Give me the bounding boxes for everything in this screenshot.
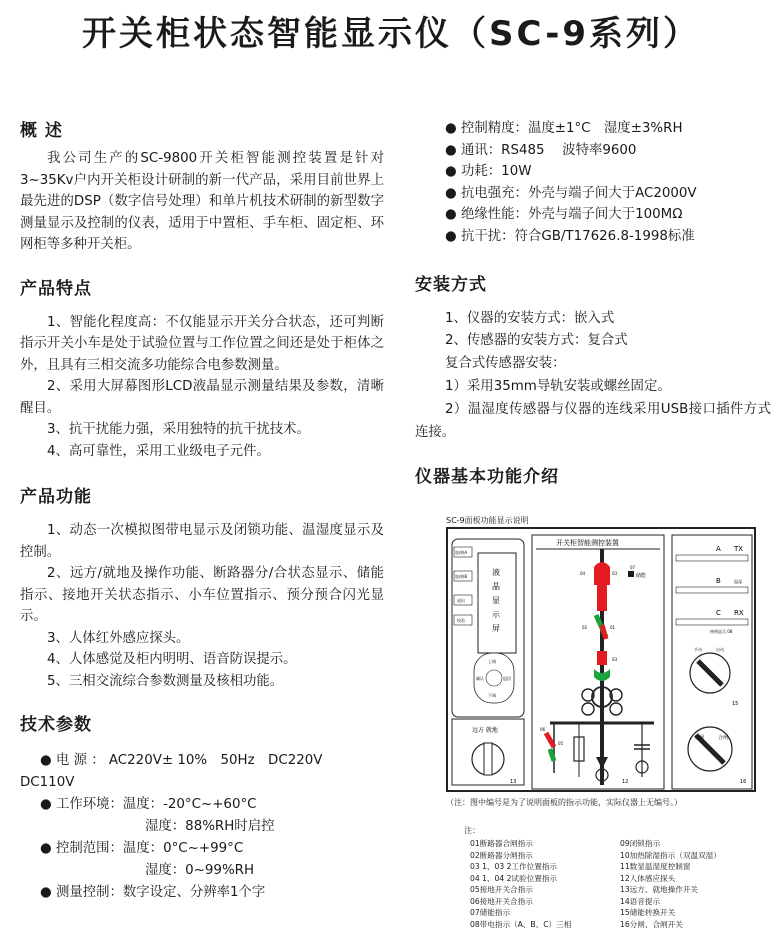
storage-indicator bbox=[628, 571, 634, 577]
close-label: 合闸 bbox=[718, 735, 729, 741]
spec-ctrl-hum: 湿度：0~99%RH bbox=[145, 863, 255, 878]
spec-measure: ● 测量控制：数字设定、分辨率1个字 bbox=[40, 885, 266, 900]
heat-a-label: 加/热A bbox=[455, 550, 468, 555]
check-label: 校验 bbox=[457, 618, 465, 623]
label-03b: 03 bbox=[612, 657, 618, 662]
install-heading: 安装方式 bbox=[415, 274, 487, 295]
legend-item: 12人体感应探头 bbox=[620, 873, 676, 883]
spec-right-item: ● 绝缘性能：外壳与端子间大于100MΩ bbox=[445, 204, 771, 226]
storage-label: 储能 bbox=[636, 573, 647, 579]
install-line: 1、仪器的安装方式：嵌入式 bbox=[445, 310, 615, 326]
phase-rx-label: RX bbox=[734, 609, 744, 617]
legend-item: 14语音提示 bbox=[620, 896, 661, 906]
legend-left bbox=[470, 838, 620, 930]
function-item: 2、远方/就地及操作功能、断路器分/合状态显示、储能指示、接地开关状态指示、小车位置指示、预分预合闪光显示。 bbox=[20, 566, 384, 624]
indicator-row bbox=[676, 555, 748, 561]
spec-ctrl-temp: 温度：0°C~+99°C bbox=[122, 841, 244, 856]
bullet-icon: ● bbox=[445, 185, 457, 201]
knob-handle bbox=[484, 743, 492, 775]
label-04: 04 bbox=[580, 571, 586, 576]
bullet-icon: ● bbox=[445, 164, 457, 180]
legend-item: 02断路器分闸指示 bbox=[470, 850, 533, 860]
function-item: 5、三相交流综合参数测量及核相功能。 bbox=[47, 673, 284, 689]
nav-confirm-label: 确认 bbox=[476, 676, 484, 681]
install-line: 2、传感器的安装方式：复合式 bbox=[445, 333, 628, 349]
spec-right-list bbox=[445, 118, 771, 248]
function-item: 1、动态一次模拟图带电显示及闭锁功能、温湿度显示及控制。 bbox=[20, 523, 384, 560]
bullet-icon: ● bbox=[445, 142, 457, 158]
phase-c-label: C bbox=[716, 609, 721, 617]
feature-item: 4、高可靠性，采用工业级电子元件。 bbox=[47, 443, 270, 459]
legend-item: 05接地开关合指示 bbox=[470, 885, 533, 894]
spec-env-temp: 温度：-20°C~+60°C bbox=[122, 797, 257, 812]
overview-text: 我公司生产的SC-9800开关柜智能测控装置是针对3~35Kv户内开关柜设计研制的新一代产品，采用目前世界上最先进的DSP（数字信号处理）和单片机技术研制的新型数字测量显示及控制的仪表，适用于中置柜、手车柜、固定柜、环网柜等多种开关柜。 bbox=[20, 151, 384, 252]
exit-label: 退出 bbox=[457, 598, 465, 603]
nav-back-label: 返回 bbox=[503, 676, 511, 681]
label-12: 12 bbox=[622, 779, 629, 785]
legend-item: 11数显温湿度控制窗 bbox=[620, 862, 691, 871]
lcd-char: 屏 bbox=[492, 624, 500, 633]
spec-right-item: ● 功耗：10W bbox=[445, 161, 771, 183]
install-line: 复合式传感器安装： bbox=[445, 356, 566, 372]
spec-power: ● 电 源 ： AC220V± 10% 50Hz DC220V bbox=[40, 753, 323, 768]
nav-center bbox=[486, 670, 502, 686]
features-heading: 产品特点 bbox=[20, 278, 92, 299]
legend-item: 10加热除湿指示（双温双湿） bbox=[620, 850, 721, 860]
phase-b-label: B bbox=[716, 577, 721, 585]
nav-down-label: 下调 bbox=[488, 693, 496, 698]
bullet-icon: ● bbox=[445, 121, 457, 136]
phase-tx-label: TX bbox=[734, 545, 744, 553]
spec-right-item: ● 抗电强充：外壳与端子间大于AC2000V bbox=[445, 183, 771, 205]
panel-title: 开关柜智能测控装置 bbox=[556, 539, 619, 547]
spec-right-item: ● 抗干扰：符合GB/T17626.8-1998标准 bbox=[445, 226, 771, 248]
legend-item: 01断路器合闸指示 bbox=[470, 839, 533, 848]
breaker-red-bar bbox=[597, 585, 607, 611]
legend-item: 03 1、03 2工作位置指示 bbox=[470, 862, 557, 871]
spec-ctrl-label: ● 控制范围： bbox=[40, 841, 123, 856]
heat-b-label: 加/热B bbox=[455, 574, 468, 579]
manual-label: 手动 bbox=[694, 647, 702, 652]
lower-red-bar bbox=[597, 651, 607, 665]
indicator-row bbox=[676, 619, 748, 625]
legend-right bbox=[620, 838, 770, 930]
functions-list bbox=[20, 520, 384, 692]
nav-up-label: 上调 bbox=[488, 659, 496, 664]
bullet-icon: ● bbox=[445, 207, 457, 223]
legend-item: 15储能转换开关 bbox=[620, 908, 676, 917]
spec-env bbox=[20, 794, 384, 816]
install-line: 2）温湿度传感器与仪器的连线采用USB接口插件方式连接。 bbox=[415, 401, 771, 440]
features-list bbox=[20, 312, 384, 463]
check-phase-label: 核相显示 08 bbox=[710, 629, 733, 634]
indicator-row bbox=[676, 587, 748, 593]
panel-caption: SC-9面板功能显示说明 bbox=[446, 516, 529, 525]
feature-item: 2、采用大屏幕图形LCD液晶显示测量结果及参数，清晰醒目。 bbox=[20, 379, 384, 416]
lcd-char: 示 bbox=[492, 610, 500, 619]
function-item: 4、人体感觉及柜内明明、语音防误提示。 bbox=[47, 652, 297, 667]
legend-item: 16分闸、合闸开关 bbox=[620, 919, 683, 929]
install-line: 1）采用35mm导轨安装或螺丝固定。 bbox=[445, 378, 671, 394]
label-02: 02 bbox=[582, 625, 588, 630]
spec-env-hum: 湿度：88%RH时启控 bbox=[145, 819, 275, 834]
label-03: 03 bbox=[612, 571, 618, 576]
breaker-top-red bbox=[594, 562, 610, 585]
spec-power-cont: DC110V bbox=[20, 775, 75, 790]
overview-heading: 概 述 bbox=[20, 121, 63, 141]
label-05: 05 bbox=[558, 741, 564, 746]
function-item: 3、人体红外感应探头。 bbox=[47, 630, 190, 646]
feature-item: 1、智能化程度高：不仅能显示开关分合状态，还可判断指示开关小车是处于试验位置与工作位置之间还是处于柜体之外，且具有三相交流多功能综合电参数测量。 bbox=[20, 314, 384, 373]
feature-item: 3、抗干扰能力强，采用独特的抗干扰技术。 bbox=[47, 422, 310, 437]
remote-local-label: 远方 就地 bbox=[472, 727, 498, 734]
left-column bbox=[20, 118, 384, 904]
specs-heading: 技术参数 bbox=[20, 715, 92, 735]
label-06: 06 bbox=[540, 727, 546, 732]
label-15: 15 bbox=[732, 701, 739, 707]
bullet-icon: ● bbox=[445, 228, 457, 244]
install-list bbox=[415, 308, 771, 445]
label-07: 07 bbox=[630, 565, 636, 570]
panel-diagram bbox=[446, 527, 756, 792]
spec-right-item: ● 控制精度：温度±1°C 湿度±3%RH bbox=[445, 118, 771, 140]
spec-ctrl bbox=[20, 838, 384, 860]
label-13: 13 bbox=[510, 779, 517, 785]
legend-item: 07储能指示 bbox=[470, 908, 511, 917]
spec-env-label: ● 工作环境： bbox=[40, 797, 123, 812]
right-column bbox=[415, 118, 771, 490]
basic-heading: 仪器基本功能介绍 bbox=[415, 467, 559, 488]
temp-hum-label: 温湿 bbox=[734, 579, 742, 584]
open-label: 分闸 bbox=[694, 735, 705, 741]
label-01: 01 bbox=[610, 625, 616, 630]
panel-note: （注：图中编号是为了说明面板的指示功能，实际仪器上无编号。） bbox=[446, 798, 682, 807]
specs-block bbox=[20, 750, 384, 904]
legend-item: 06接地开关合指示 bbox=[470, 896, 533, 906]
label-16: 16 bbox=[740, 779, 747, 785]
legend-title: 注： bbox=[464, 826, 480, 835]
functions-heading: 产品功能 bbox=[20, 487, 92, 507]
spec-right-item: ● 通讯：RS485 波特率9600 bbox=[445, 140, 771, 162]
page-title: 开关柜状态智能显示仪（SC-9系列） bbox=[82, 14, 700, 54]
legend-item: 04 1、04 2试验位置指示 bbox=[470, 873, 557, 883]
phase-a-label: A bbox=[716, 545, 721, 553]
lcd-char: 显 bbox=[492, 596, 500, 605]
legend-item: 13远方、就地操作开关 bbox=[620, 885, 699, 894]
legend-item: 08带电指示（A、B、C）三相 bbox=[470, 919, 572, 929]
lcd-char: 晶 bbox=[492, 582, 500, 591]
auto-label: 自动 bbox=[716, 647, 724, 652]
legend-item: 09闭锁指示 bbox=[620, 839, 661, 848]
panel-svg bbox=[446, 527, 756, 792]
lcd-char: 液 bbox=[492, 568, 500, 577]
